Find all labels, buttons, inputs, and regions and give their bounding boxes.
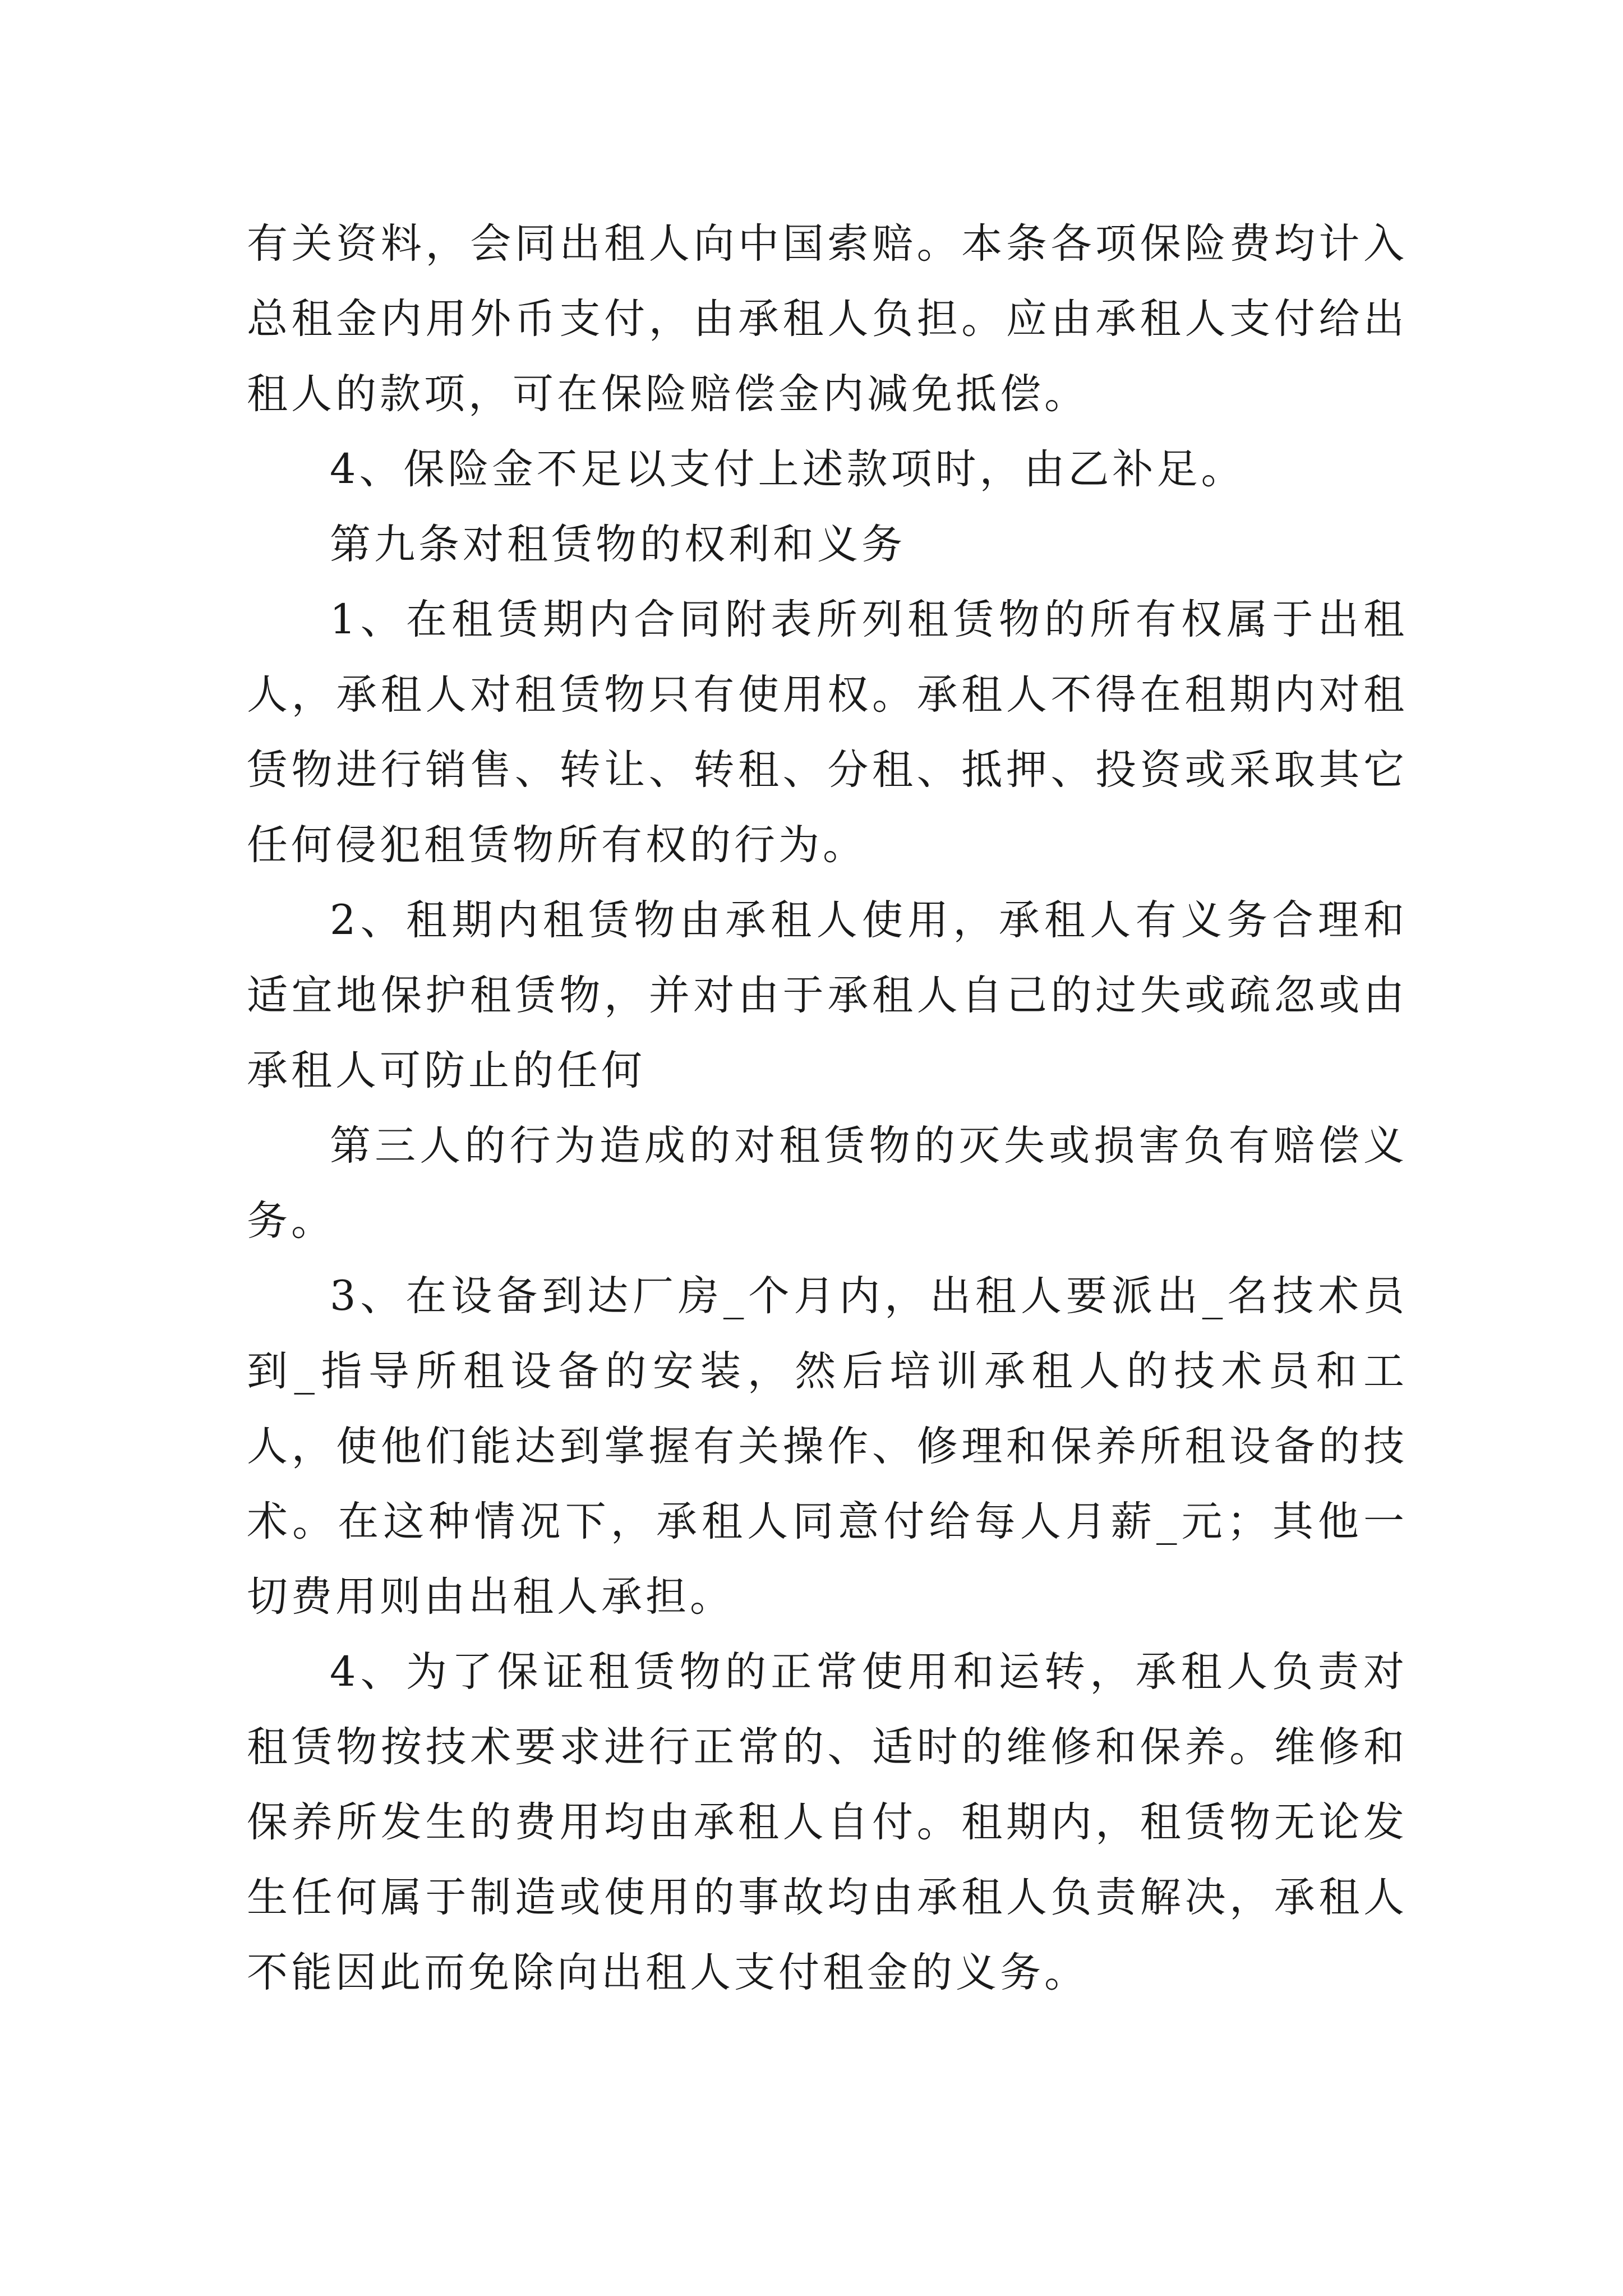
paragraph-lessee-use: 2、租期内租赁物由承租人使用，承租人有义务合理和适宜地保护租赁物，并对由于承租人自己的过失或疏忽或由承租人可防止的任何 bbox=[247, 896, 1408, 1094]
paragraph-ownership: 1、在租赁期内合同附表所列租赁物的所有权属于出租人，承租人对租赁物只有使用权。承租人不得在租期内对租赁物进行销售、转让、转租、分租、抵押、投资或采取其它任何侵犯租赁物所有权的行为。 bbox=[247, 596, 1408, 869]
paragraph-technicians: 3、在设备到达厂房_个月内，出租人要派出_名技术员到_指导所租设备的安装，然后培训承租人的技术员和工人，使他们能达到掌握有关操作、修理和保养所租设备的技术。在这种情况下，承租人同意付给每人月薪_元；其他一切费用则由出租人承担。 bbox=[247, 1272, 1408, 1621]
document-body bbox=[247, 206, 1408, 2010]
paragraph-insurance-claim: 有关资料，会同出租人向中国索赔。本条各项保险费均计入总租金内用外币支付，由承租人负担。应由承租人支付给出租人的款项，可在保险赔偿金内减免抵偿。 bbox=[247, 220, 1408, 418]
article-heading: 第九条对租赁物的权利和义务 bbox=[330, 521, 906, 568]
paragraph-third-party: 第三人的行为造成的对租赁物的灭失或损害负有赔偿义务。 bbox=[247, 1122, 1408, 1245]
paragraph-maintenance: 4、为了保证租赁物的正常使用和运转，承租人负责对租赁物按技术要求进行正常的、适时的维修和保养。维修和保养所发生的费用均由承租人自付。租期内，租赁物无论发生任何属于制造或使用的事故均由承租人负责解决，承租人不能因此而免除向出租人支付租金的义务。 bbox=[247, 1648, 1408, 1996]
paragraph-insurance-shortfall: 4、保险金不足以支付上述款项时，由乙补足。 bbox=[330, 445, 1246, 493]
